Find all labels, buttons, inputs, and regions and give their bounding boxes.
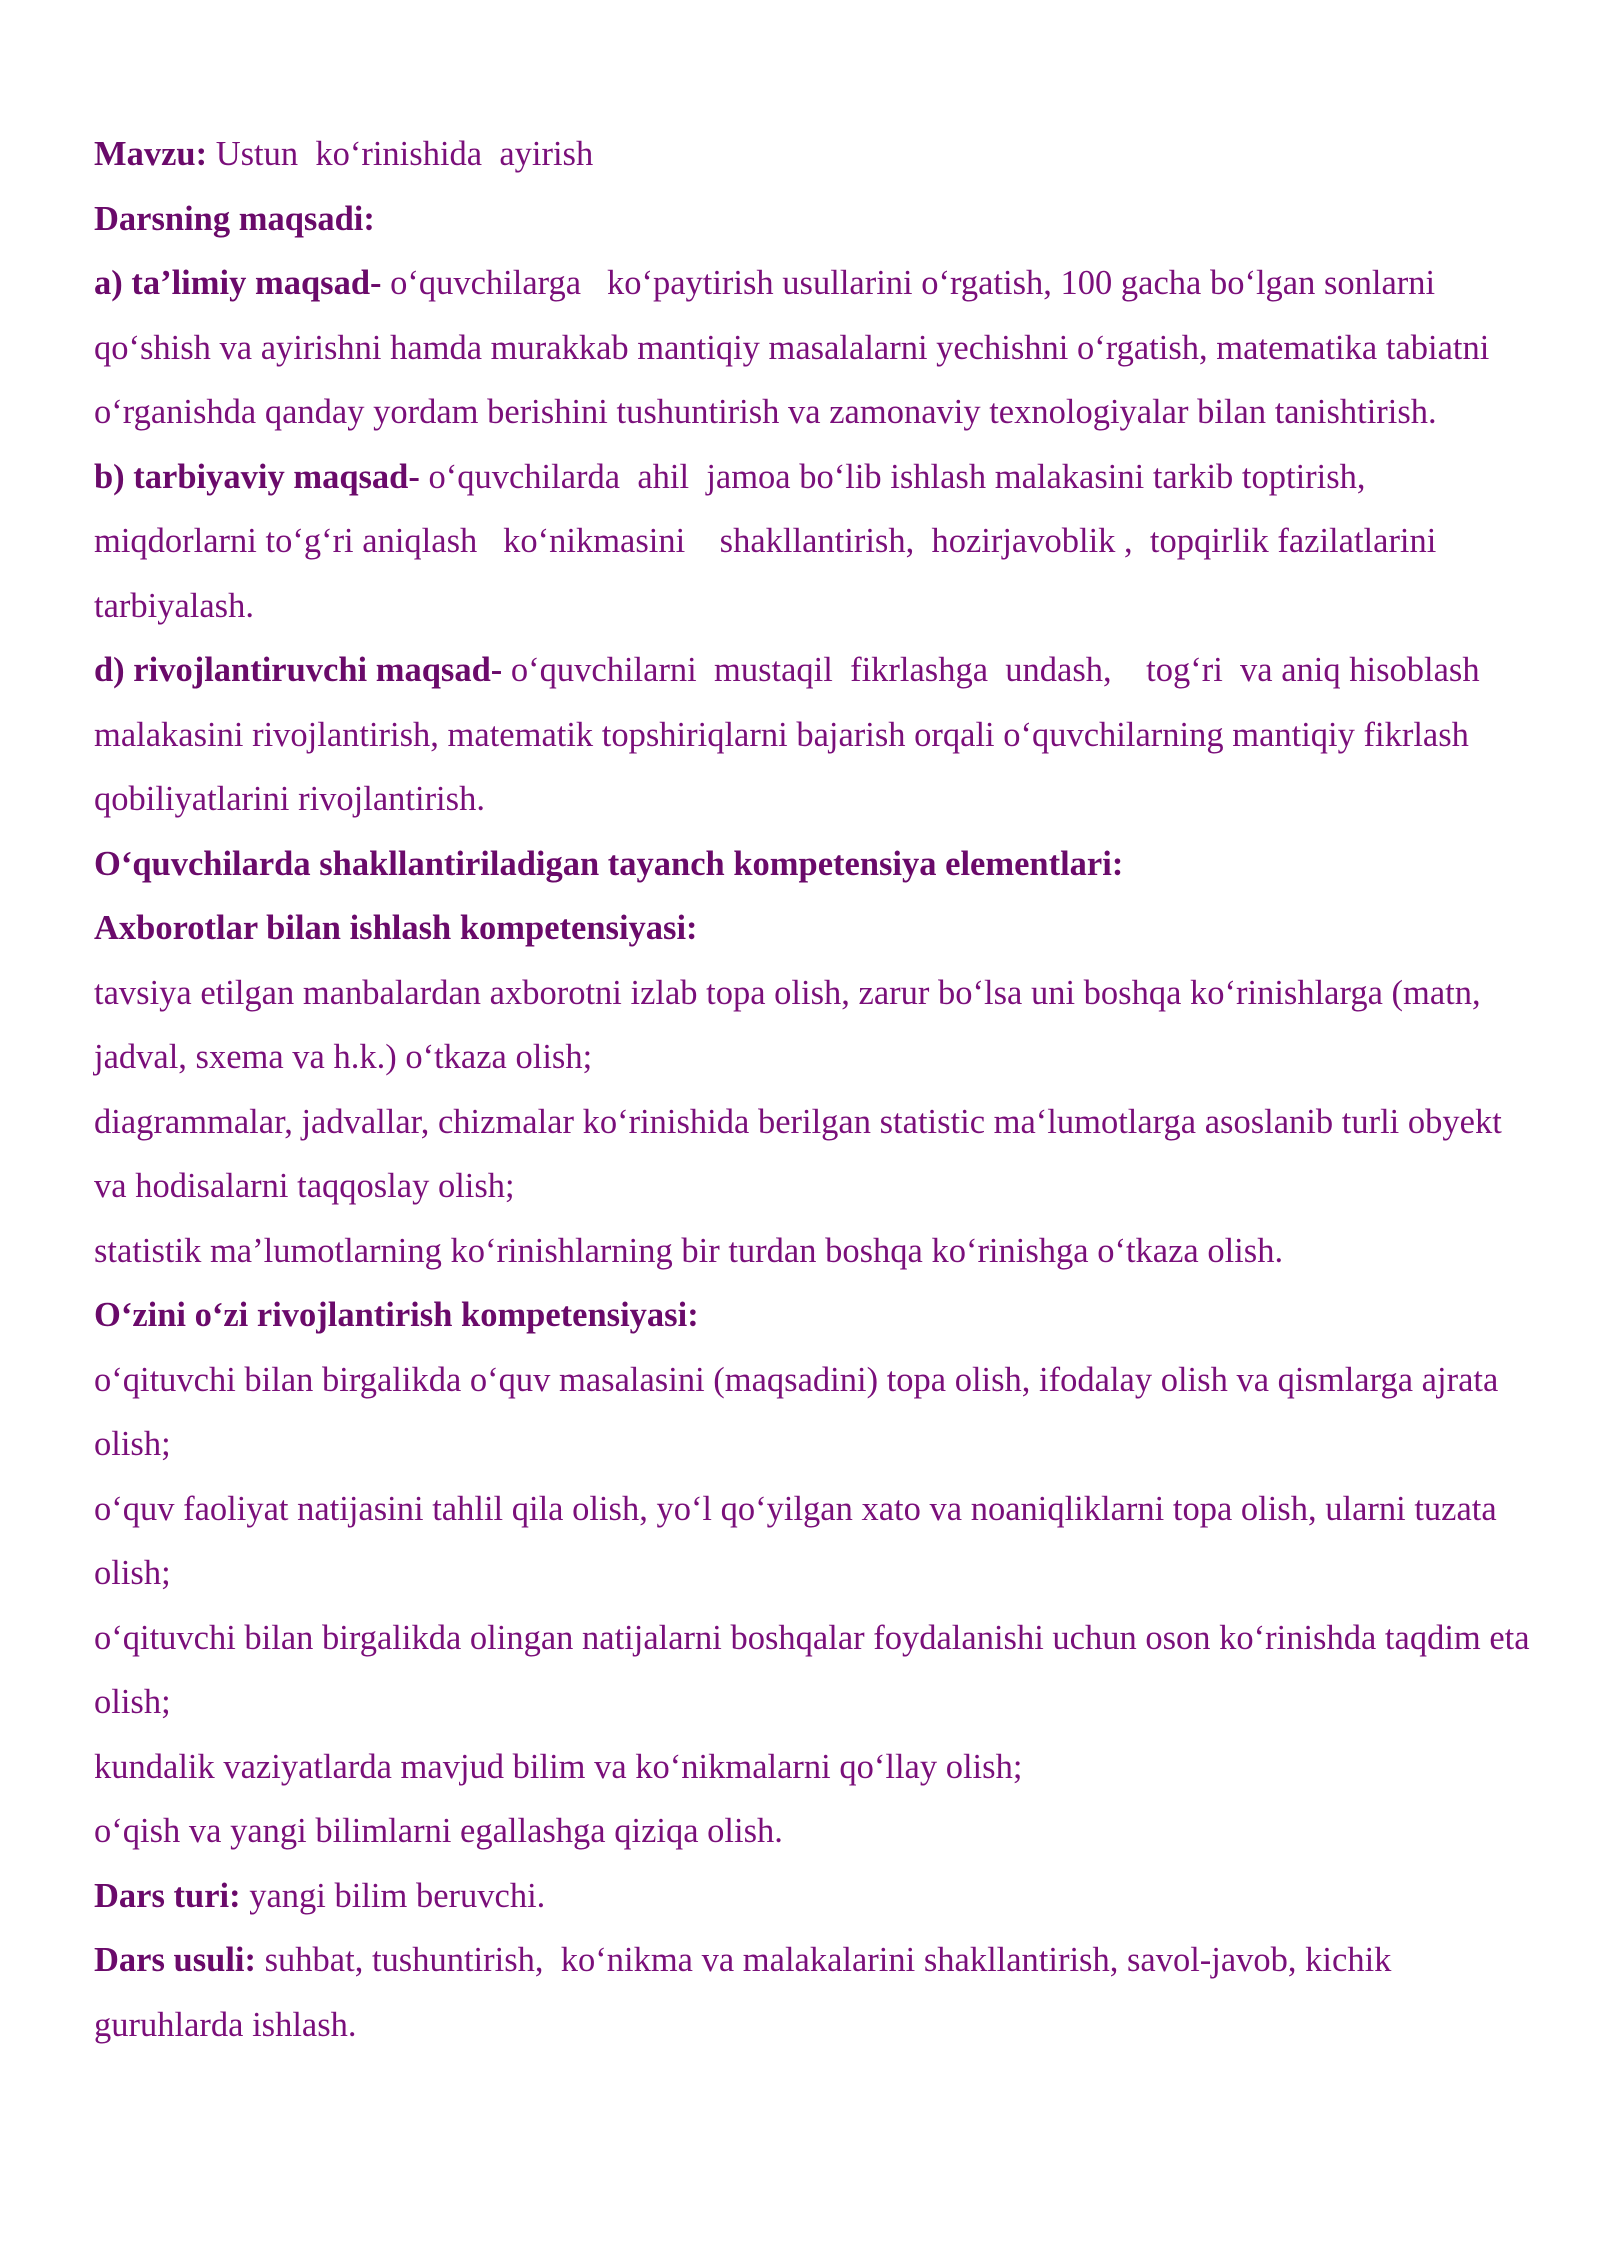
goal-label: d) rivojlantiruvchi maqsad- — [94, 651, 503, 689]
axborot-item: diagrammalar, jadvallar, chizmalar ko‘rinishida berilgan statistic ma‘lumotlarga asoslanib turli obyekt va hodisalarni taqqoslay olish; — [94, 1102, 1502, 1205]
dars-usuli-label: Dars usuli: — [94, 1941, 256, 1979]
goal-text: o‘quvchilarda ahil jamoa bo‘lib ishlash malakasini tarkib toptirish, miqdorlarni to‘g‘ri aniqlash ko‘nikmasini shakllantirish, hozirjavoblik , topqirlik fazilatlarini tarbiyalash. — [94, 457, 1454, 625]
ozini-item: o‘qish va yangi bilimlarni egallashga qiziqa olish. — [94, 1812, 783, 1850]
goal-text: o‘quvchilarga ko‘paytirish usullarini o‘rgatish, 100 gacha bo‘lgan sonlarni qo‘shish va ayirishni hamda murakkab mantiqiy masalalarni yechishni o‘rgatish, matematika tabiatni o‘rganishda qanday yordam berishini tushuntirish va zamonaviy texnologiyalar bilan tanishtirish. — [94, 264, 1498, 431]
axborot-item: statistik ma’lumotlarning ko‘rinishlarning bir turdan boshqa ko‘rinishga o‘tkaza olish. — [94, 1231, 1284, 1270]
mavzu-text: Ustun ko‘rinishida ayirish — [207, 135, 594, 173]
goal-text: o‘quvchilarni mustaqil fikrlashga undash, tog‘ri va aniq hisoblash malakasini rivojlantirish, matematik topshiriqlarni bajarish orqali o‘quvchilarning mantiqiy fikrlash qobiliyatlarini rivojlantirish. — [94, 651, 1489, 818]
mavzu-line — [94, 122, 1534, 187]
goal-rivojlantiruvchi — [94, 638, 1534, 832]
mavzu-label: Mavzu: — [94, 135, 208, 173]
dars-turi-label: Dars turi: — [94, 1876, 241, 1915]
ozini-item: o‘qituvchi bilan birgalikda olingan natijalarni boshqalar foydalanishi uchun oson ko‘rinishda taqdim eta olish; — [94, 1618, 1530, 1721]
dars-turi-line — [94, 1864, 1534, 1929]
ozini-item: kundalik vaziyatlarda mavjud bilim va ko‘nikmalarni qo‘llay olish; — [94, 1747, 1023, 1786]
document-page — [94, 122, 1534, 2057]
goal-tarbiyaviy — [94, 445, 1534, 639]
ozini-item: o‘qituvchi bilan birgalikda o‘quv masalasini (maqsadini) topa olish, ifodalay olish va qismlarga ajrata olish; — [94, 1360, 1499, 1463]
ozini-heading: O‘zini o‘zi rivojlantirish kompetensiyasi: — [94, 1296, 699, 1334]
goal-talimiy — [94, 251, 1534, 445]
axborot-heading: Axborotlar bilan ishlash kompetensiyasi: — [94, 909, 698, 947]
dars-turi-text: yangi bilim beruvchi. — [240, 1876, 546, 1915]
dars-usuli-text: suhbat, tushuntirish, ko‘nikma va malakalarini shakllantirish, savol-javob, kichik guruhlarda ishlash. — [94, 1941, 1401, 2044]
maqsad-heading: Darsning maqsadi: — [94, 199, 375, 238]
kompetensiya-heading: O‘quvchilarda shakllantiriladigan tayanch kompetensiya elementlari: — [94, 844, 1124, 883]
dars-usuli-line — [94, 1928, 1534, 2057]
ozini-item: o‘quv faoliyat natijasini tahlil qila olish, yo‘l qo‘yilgan xato va noaniqliklarni topa olish, ularni tuzata olish; — [94, 1489, 1497, 1592]
axborot-item: tavsiya etilgan manbalardan axborotni izlab topa olish, zarur bo‘lsa uni boshqa ko‘rinishlarga (matn, jadval, sxema va h.k.) o‘tkaza olish; — [94, 973, 1481, 1076]
goal-label: b) tarbiyaviy maqsad- — [94, 457, 420, 496]
goal-label: a) ta’limiy maqsad- — [94, 264, 382, 302]
